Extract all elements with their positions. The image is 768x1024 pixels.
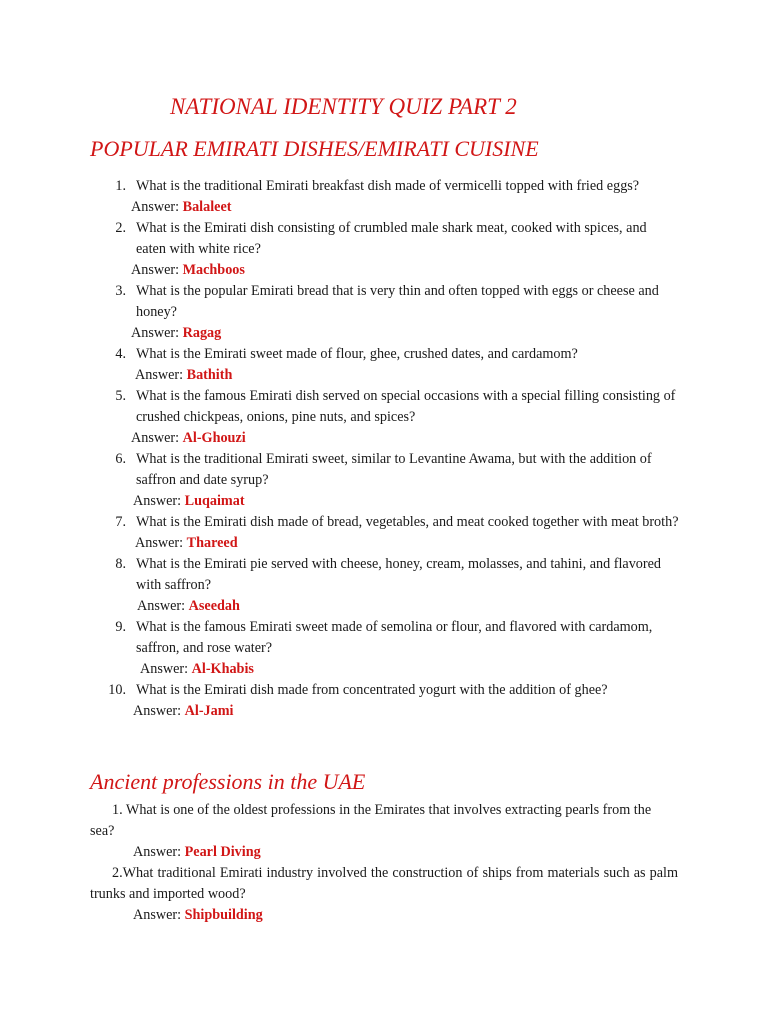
- answer-value: Aseedah: [188, 598, 240, 614]
- question-text: What is the Emirati sweet made of flour, ghee, crushed dates, and cardamom?: [136, 346, 578, 362]
- question-number: 5.: [115, 388, 126, 404]
- answer-label: Answer:: [135, 367, 184, 383]
- answer-value: Bathith: [186, 367, 233, 383]
- question-item: [90, 680, 680, 701]
- question-number: 9.: [115, 619, 126, 635]
- question-text: What is the Emirati dish consisting of crumbled male shark meat, cooked with spices, and eaten with white rice?: [136, 220, 647, 257]
- question-text: What is the famous Emirati dish served on special occasions with a special filling consisting of crushed chickpeas, onions, pine nuts, and spices?: [136, 388, 676, 425]
- question-item: [90, 386, 680, 428]
- question-item: [90, 449, 680, 491]
- answer-line: [90, 491, 680, 512]
- question-number: 8.: [115, 556, 126, 572]
- question-text: What is the famous Emirati sweet made of semolina or flour, and flavored with cardamom, saffron, and rose water?: [136, 619, 653, 656]
- answer-label: Answer:: [131, 325, 180, 341]
- question-item: [90, 218, 680, 260]
- answer-line: [90, 905, 678, 926]
- answer-value: Pearl Diving: [184, 844, 261, 860]
- answer-value: Al-Jami: [184, 703, 234, 719]
- question-text: What is the traditional Emirati sweet, similar to Levantine Awama, but with the addition of saffron and date syrup?: [136, 451, 652, 488]
- question-number: 6.: [115, 451, 126, 467]
- section-heading-professions: Ancient professions in the UAE: [90, 769, 366, 794]
- question-item: [90, 617, 680, 659]
- question-text: What is the popular Emirati bread that is very thin and often topped with eggs or cheese and honey?: [136, 283, 659, 320]
- question-number: 3.: [115, 283, 126, 299]
- question-item: [90, 281, 680, 323]
- answer-value: Al-Khabis: [191, 661, 254, 677]
- professions-question-list: [90, 800, 678, 926]
- answer-value: Ragag: [182, 325, 222, 341]
- cuisine-question-list: [90, 176, 680, 722]
- question-number: 4.: [115, 346, 126, 362]
- answer-line: [90, 197, 680, 218]
- answer-value: Al-Ghouzi: [182, 430, 246, 446]
- question-text: What is the Emirati dish made from concentrated yogurt with the addition of ghee?: [136, 682, 608, 698]
- section-heading-cuisine: POPULAR EMIRATI DISHES/EMIRATI CUISINE: [90, 136, 539, 161]
- answer-label: Answer:: [135, 535, 184, 551]
- question-item: 1. What is one of the oldest professions in the Emirates that involves extracting pearls from the sea?: [90, 802, 652, 839]
- question-item: 2.What traditional Emirati industry involved the construction of ships from materials such as palm trunks and imported wood?: [90, 865, 678, 902]
- answer-line: [90, 323, 680, 344]
- question-number: 10.: [108, 682, 126, 698]
- answer-line: [90, 533, 680, 554]
- answer-value: Thareed: [186, 535, 238, 551]
- question-item: [90, 344, 680, 365]
- answer-label: Answer:: [131, 199, 180, 215]
- answer-label: Answer:: [131, 430, 180, 446]
- answer-value: Luqaimat: [184, 493, 245, 509]
- answer-line: [90, 428, 680, 449]
- answer-line: [90, 596, 680, 617]
- question-item: [90, 554, 680, 596]
- answer-line: [90, 659, 680, 680]
- answer-label: Answer:: [140, 661, 189, 677]
- answer-label: Answer:: [133, 844, 182, 860]
- answer-line: [90, 260, 680, 281]
- answer-line: [90, 842, 678, 863]
- answer-label: Answer:: [133, 907, 182, 923]
- answer-label: Answer:: [133, 493, 182, 509]
- answer-value: Shipbuilding: [184, 907, 263, 923]
- answer-value: Balaleet: [182, 199, 232, 215]
- question-text: What is the Emirati pie served with cheese, honey, cream, molasses, and tahini, and flavored with saffron?: [136, 556, 662, 593]
- answer-value: Machboos: [182, 262, 245, 278]
- question-item: [90, 512, 680, 533]
- question-text: What is the Emirati dish made of bread, vegetables, and meat cooked together with meat broth?: [136, 514, 679, 530]
- answer-line: [90, 365, 680, 386]
- page-title: NATIONAL IDENTITY QUIZ PART 2: [170, 94, 517, 119]
- answer-label: Answer:: [133, 703, 182, 719]
- question-text: What is the traditional Emirati breakfast dish made of vermicelli topped with fried eggs?: [136, 178, 640, 194]
- answer-label: Answer:: [137, 598, 186, 614]
- question-number: 7.: [115, 514, 126, 530]
- question-number: 2.: [115, 220, 126, 236]
- answer-label: Answer:: [131, 262, 180, 278]
- question-number: 1.: [115, 178, 126, 194]
- answer-line: [90, 701, 680, 722]
- question-item: [90, 176, 680, 197]
